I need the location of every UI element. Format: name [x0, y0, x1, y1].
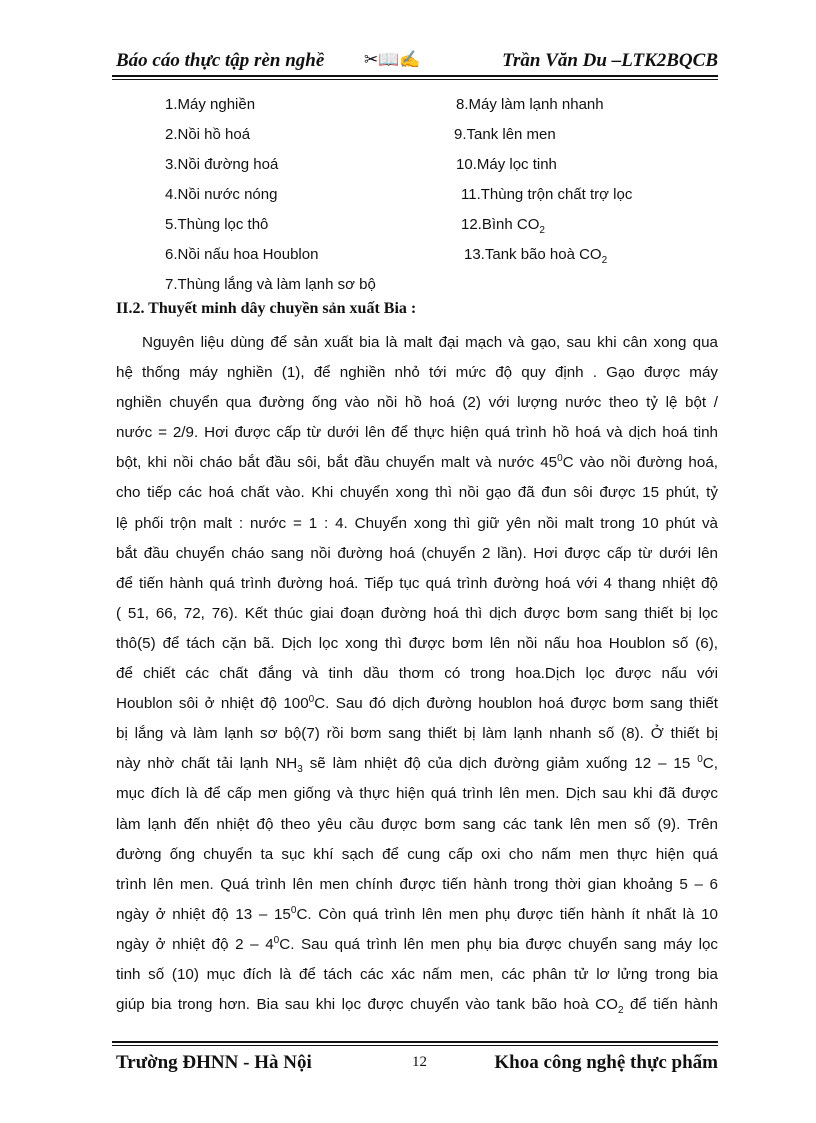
text-line: giúp bia trong hơn. Bia sau khi lọc được chuyển vào tank bão hoà $CO_2$ để tiến hành	[116, 996, 718, 1017]
equipment-item: 11.Thùng trộn chất trợ lọc	[461, 186, 633, 203]
page-number: 12	[412, 1054, 427, 1070]
equipment-item: 2.Nồi hồ hoá	[165, 126, 251, 143]
text-line: bị lắng và làm lạnh sơ bộ(7) rồi bơm sang thiết bị làm lạnh nhanh số (8). Ở thiết bị	[116, 725, 718, 743]
section-title: II.2. Thuyết minh dây chuyền sản xuất Bia :	[116, 300, 417, 317]
equipment-item: 5.Thùng lọc thô	[165, 216, 269, 233]
text-line: cho tiếp các hoá chất vào. Khi chuyển xong thì nồi gạo đã đun sôi được 15 phút, tỷ	[116, 484, 718, 502]
header-ornament-icon: ✂📖✍	[364, 50, 421, 69]
text-line: Houblon sôi ở nhiệt độ $100^0C$. Sau đó dịch đường houblon hoá được bơm sang thiết	[116, 694, 718, 713]
text-line: hệ thống máy nghiền (1), để nghiền nhỏ tới mức độ quy định . Gạo được máy	[116, 364, 718, 382]
equipment-item: 8.Máy làm lạnh nhanh	[456, 96, 604, 113]
equipment-item: 13.Tank bão hoà $CO_2$	[464, 246, 608, 266]
text-line: để tiến hành quá trình đường hoá. Tiếp tục quá trình đường hoá với 4 thang nhiệt độ	[116, 574, 718, 592]
equipment-item: 10.Máy lọc tinh	[456, 156, 557, 173]
equipment-item: 4.Nồi nước nóng	[165, 186, 278, 203]
text-line: ( 51, 66, 72, 76). Kết thúc giai đoạn đường hoá thì dịch được bơm sang thiết bị lọc	[116, 604, 718, 622]
text-line: trình lên men. Quá trình lên men chính được tiến hành trong thời gian khoảng 5 – 6	[116, 875, 718, 893]
text-line: thô(5) để tách cặn bã. Dịch lọc xong thì được bơm lên nồi nấu hoa Houblon số (6),	[116, 634, 718, 652]
text-line: ngày ở nhiệt độ $2 - 4^0C$. Sau quá trình lên men phụ bia được chuyển sang máy lọc	[116, 934, 718, 953]
text-line: tinh số (10) mục đích là để tách các xác nấm men, các phân tử lơ lửng trong bia	[116, 965, 718, 983]
text-line: đường ống chuyển ta sục khí sạch để cung cấp oxi cho nấm men thực hiện quá	[116, 845, 718, 863]
footer-right-text: Khoa công nghệ thực phẩm	[494, 1052, 718, 1073]
text-line: làm lạnh đến nhiệt độ theo yêu cầu được bơm sang các tank lên men số (9). Trên	[116, 815, 718, 833]
text-line: bột, khi nồi cháo bắt đầu sôi, bắt đầu chuyển malt và nước $45^0C$ vào nồi đường hoá,	[116, 453, 718, 472]
text-line: nước = 2/9. Hơi được cấp từ dưới lên để thực hiện quá trình hồ hoá và dịch hoá tinh	[116, 424, 718, 442]
footer-divider	[112, 1041, 718, 1046]
header-right-text: Trần Văn Du –LTK2BQCB	[502, 50, 718, 71]
equipment-item: 9.Tank lên men	[454, 126, 556, 143]
header-left-text: Báo cáo thực tập rèn nghề	[116, 50, 325, 71]
equipment-item: 1.Máy nghiền	[165, 96, 256, 113]
text-line: để chiết các chất đắng và tinh dầu thơm có trong hoa.Dịch lọc được nấu với	[116, 665, 718, 683]
footer-left-text: Trường ĐHNN - Hà Nội	[116, 1052, 312, 1073]
equipment-item: 7.Thùng lắng và làm lạnh sơ bộ	[165, 276, 376, 293]
text-line: này nhờ chất tải lạnh $NH_3$ sẽ làm nhiệt độ của dịch đường giảm xuống 12 – 15 $^0$C,	[116, 754, 718, 776]
text-line: Nguyên liệu dùng để sản xuất bia là malt đại mạch và gạo, sau khi cân xong qua	[142, 334, 718, 351]
page-footer	[116, 1052, 718, 1076]
text-line: lệ phối trộn malt : nước = 1 : 4. Chuyển xong thì giữ yên nồi malt trong 10 phút và	[116, 514, 718, 532]
header-divider	[112, 75, 718, 80]
text-line: ngày ở nhiệt độ $13 - 15^0C$. Còn quá trình lên men phụ được tiến hành ít nhất là 10	[116, 904, 718, 923]
text-line: bắt đầu chuyển cháo sang nồi đường hoá (chuyển 2 lần). Hơi được cấp từ dưới lên	[116, 544, 718, 562]
equipment-item: 3.Nồi đường hoá	[165, 156, 279, 173]
body-paragraph	[116, 328, 718, 1020]
text-line: nghiền chuyển qua đường ống vào nồi hồ hoá (2) với lượng nước theo tỷ lệ bột /	[116, 394, 718, 412]
equipment-item: 6.Nồi nấu hoa Houblon	[165, 246, 319, 263]
page-header	[116, 50, 718, 74]
text-line: mục đích là để cấp men giống và thực hiện quá trình lên men. Dịch sau khi đã được	[116, 785, 718, 803]
equipment-item: 12.Bình $CO_2$	[461, 216, 545, 236]
